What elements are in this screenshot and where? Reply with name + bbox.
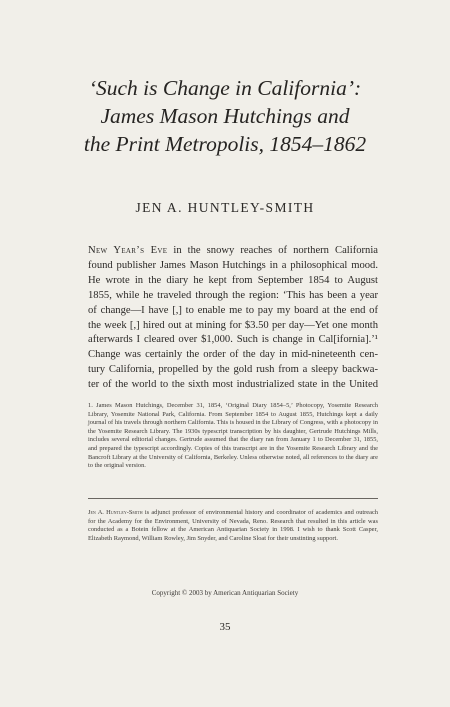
article-title-line-2: James Mason Hutchings and	[100, 104, 350, 128]
author-name: JEN A. HUNTLEY-SMITH	[135, 200, 315, 215]
body-line: found publisher James Mason Hutchings in a philosophical mood.	[88, 259, 378, 271]
article-title-line-3: the Print Metropolis, 1854–1862	[83, 132, 367, 156]
bio-author-name: Jen A. Huntley-Smith	[88, 509, 143, 516]
author-bio-note	[88, 509, 378, 543]
page-number: 35	[219, 621, 231, 633]
copyright-notice: Copyright © 2003 by American Antiquarian Society	[151, 589, 299, 597]
article-title-line-1: ‘Such is Change in California’:	[88, 76, 362, 100]
body-line: the week [,] hired out at mining for $3.50 per day—Yet one month	[88, 319, 378, 331]
lead-in-small-caps: New Year’s Eve	[88, 245, 168, 256]
body-line	[88, 244, 378, 259]
footnote-1: 1. James Mason Hutchings, December 31, 1854, ‘Original Diary 1854–5,’ Photocopy, Yosemite Research Library, Yosemite National Park, California. From September 1854 to August 1855, Hutchings kept a daily journal of his travels through northern California. This is housed in the Library of Congress, with a photocopy in the Yosemite Research Library. The 1930s typescript transcription by his daughter, Gertrude Hutchings Mills, includes several editorial changes. Gertrude assumed that the diary ran from January 1 to December 31, 1855, and prepared the typescript accordingly. Copies of this transcript are in the Yosemite Research Library and the Bancroft Library at the University of California, Berkeley. Unless otherwise noted, all references to the diary are to the original version.	[88, 402, 378, 470]
body-line: tury California, propelled by the gold rush from a sleepy backwa-	[88, 364, 378, 376]
body-line: 1855, while he traveled through the region: ‘This has been a year	[88, 289, 378, 301]
body-line: of change—I have [,] to enable me to pay my board at the end of	[88, 304, 378, 316]
body-line: He wrote in the diary he kept from September 1854 to August	[88, 274, 378, 286]
body-line: Change was certainly the order of the day in mid-nineteenth cen-	[88, 349, 378, 361]
bio-text: is adjunct professor of environmental history and coordinator of academics and outreach for the Academy for the Environment, University of Nevada, Reno. Research that resulted in this article was conducted as a Botein fellow at the American Antiquarian Society in 1998. I wish to thank Scott Casper, Elizabeth Raymond, William Rowley, Jim Snyder, and Caroline Sloat for their unstinting support.	[88, 509, 378, 542]
body-text	[88, 244, 378, 393]
body-line-rest: in the snowy reaches of northern California	[167, 245, 378, 256]
body-line: afterwards I cleared over $1,000. Such is change in Cal[ifornia].’¹	[88, 334, 378, 346]
body-line: ter of the world to the sixth most industrialized state in the United	[88, 379, 378, 391]
divider-rule	[88, 498, 378, 499]
